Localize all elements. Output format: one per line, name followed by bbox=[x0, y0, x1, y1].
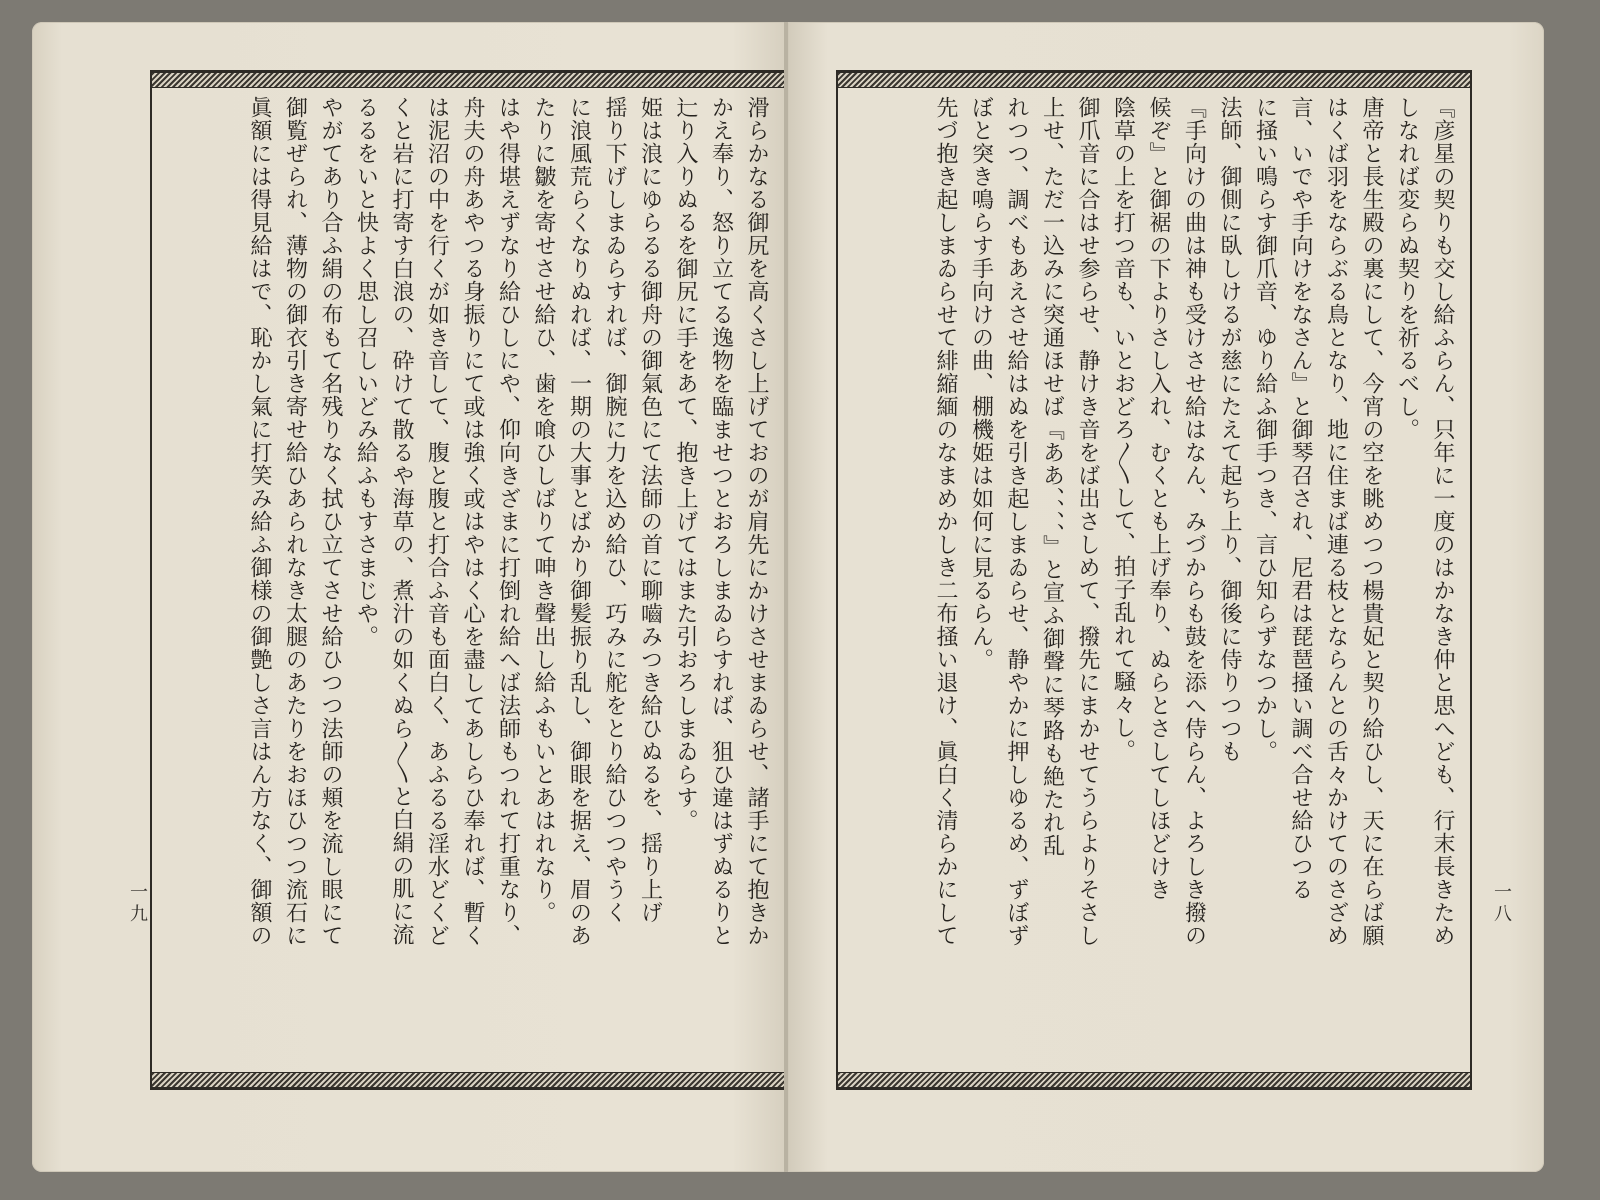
left-page-text bbox=[162, 96, 774, 1064]
text-line: はや得堪えずなり給ひしにや、仰向きざまに打倒れ給へば法師もつれて打重なり、 bbox=[495, 96, 521, 947]
right-page-text bbox=[848, 96, 1460, 1064]
text-line: 眞額には得見給はで、恥かし氣に打笑み給ふ御様の御艶しさ言はん方なく、御額の bbox=[247, 96, 272, 947]
right-text-frame bbox=[836, 70, 1472, 1090]
text-line: 先づ抱き起しまゐらせて緋縮緬のなまめかしき二布掻い退け、眞白く清らかにして bbox=[933, 96, 958, 947]
left-page-number: 一九 bbox=[127, 882, 148, 926]
text-line: に掻い鳴らす御爪音、ゆり給ふ御手つき、言ひ知らずなつかし。 bbox=[1252, 96, 1278, 763]
text-line: 辷り入りぬるを御尻に手をあて、抱き上げてはまた引おろしまゐらす。 bbox=[673, 96, 698, 832]
text-line: 姫は浪にゆらるる御舟の御氣色にて法師の首に聊嚙みつき給ひぬるを、揺り上げ bbox=[637, 96, 663, 924]
text-line: は泥沼の中を行くが如き音して、腹と腹と打合ふ音も面白く、あふるる淫水どくど bbox=[424, 96, 450, 947]
text-line: に浪風荒らくなりぬれば、一期の大事とばかり御髪振り乱し、御眼を据え、眉のあ bbox=[566, 96, 592, 947]
text-line: 『手向けの曲は神も受けさせ給はなん、みづからも鼓を添へ侍らん、よろしき撥の bbox=[1181, 96, 1207, 947]
right-page-number: 一八 bbox=[1491, 882, 1512, 926]
text-line: 法師、御側に臥しけるが慈にたえて起ち上り、御後に侍りつつも bbox=[1217, 96, 1242, 763]
text-line: 陰草の上を打つ音も、いとおどろ〳〵して、拍子乱れて騒々し。 bbox=[1110, 96, 1136, 762]
text-line: くと岩に打寄す白浪の、砕けて散るや海草の、煮汁の如くぬら〳〵と白絹の肌に流 bbox=[389, 96, 414, 946]
bottom-hatched-border bbox=[838, 1072, 1470, 1088]
text-line: 上せ、ただ一込みに突通ほせば『ああ、、、、』と宣ふ御聲に琴路も絶たれ乱 bbox=[1039, 96, 1065, 857]
text-line: れつつ、調べもあえさせ給はぬを引き起しまゐらせ、静やかに押しゆるめ、ずぼず bbox=[1004, 96, 1029, 947]
right-page bbox=[788, 22, 1544, 1172]
text-line: たりに皺を寄せさせ給ひ、歯を喰ひしばりて呻き聲出し給ふもいとあはれなり。 bbox=[531, 96, 556, 924]
text-line: やがてあり合ふ絹の布もて名残りなく拭ひ立てさせ給ひつつ法師の頬を流し眼にて bbox=[318, 96, 343, 947]
top-hatched-border bbox=[838, 72, 1470, 88]
text-line: 唐帝と長生殿の裏にして、今宵の空を眺めつつ楊貴妃と契り給ひし、天に在らば願 bbox=[1359, 96, 1384, 947]
text-line: 候ぞ』と御裾の下よりさし入れ、むくとも上げ奉り、ぬらとさしてしほどけき bbox=[1146, 96, 1171, 901]
left-page bbox=[32, 22, 786, 1172]
text-line: 揺り下げしまゐらすれば、御腕に力を込め給ひ、巧みに舵をとり給ひつつやうく bbox=[602, 96, 627, 924]
left-text-frame bbox=[150, 70, 786, 1090]
top-hatched-border bbox=[152, 72, 784, 88]
open-book bbox=[32, 22, 1544, 1174]
text-line: 滑らかなる御尻を高くさし上げておのが肩先にかけさせまゐらせ、諸手にて抱きか bbox=[744, 96, 769, 947]
bottom-hatched-border bbox=[152, 1072, 784, 1088]
text-line: ぼと突き鳴らす手向けの曲、棚機姫は如何に見るらん。 bbox=[968, 96, 994, 671]
text-line: 御覧ぜられ、薄物の御衣引き寄せ給ひあられなき太腿のあたりをおほひつつ流石に bbox=[282, 96, 308, 947]
text-line: 『彦星の契りも交し給ふらん、只年に一度のはかなき仲と思へども、行末長きため bbox=[1430, 96, 1455, 947]
text-line: るるをいと快よく思し召しいどみ給ふもすさまじや。 bbox=[353, 96, 379, 648]
text-line: はくば羽をならぶる鳥となり、地に住まば連る枝とならんとの舌々かけてのさざめ bbox=[1323, 96, 1349, 947]
text-line: 御爪音に合はせ参らせ、静けき音をば出さしめて、撥先にまかせてうらよりそさし bbox=[1075, 96, 1100, 947]
text-line: しなれば変らぬ契りを祈るべし。 bbox=[1394, 96, 1420, 441]
text-line: かえ奉り、怒り立てる逸物を臨ませつとおろしまゐらすれば、狙ひ違はずぬるりと bbox=[708, 96, 734, 947]
text-line: 言、いでや手向けをなさん』と御琴召され、尼君は琵琶掻い調べ合せ給ひつる bbox=[1288, 96, 1313, 901]
text-line: 舟夫の舟あやつる身振りにて或は強く或はやはく心を盡してあしらひ奉れば、暫く bbox=[460, 96, 485, 947]
